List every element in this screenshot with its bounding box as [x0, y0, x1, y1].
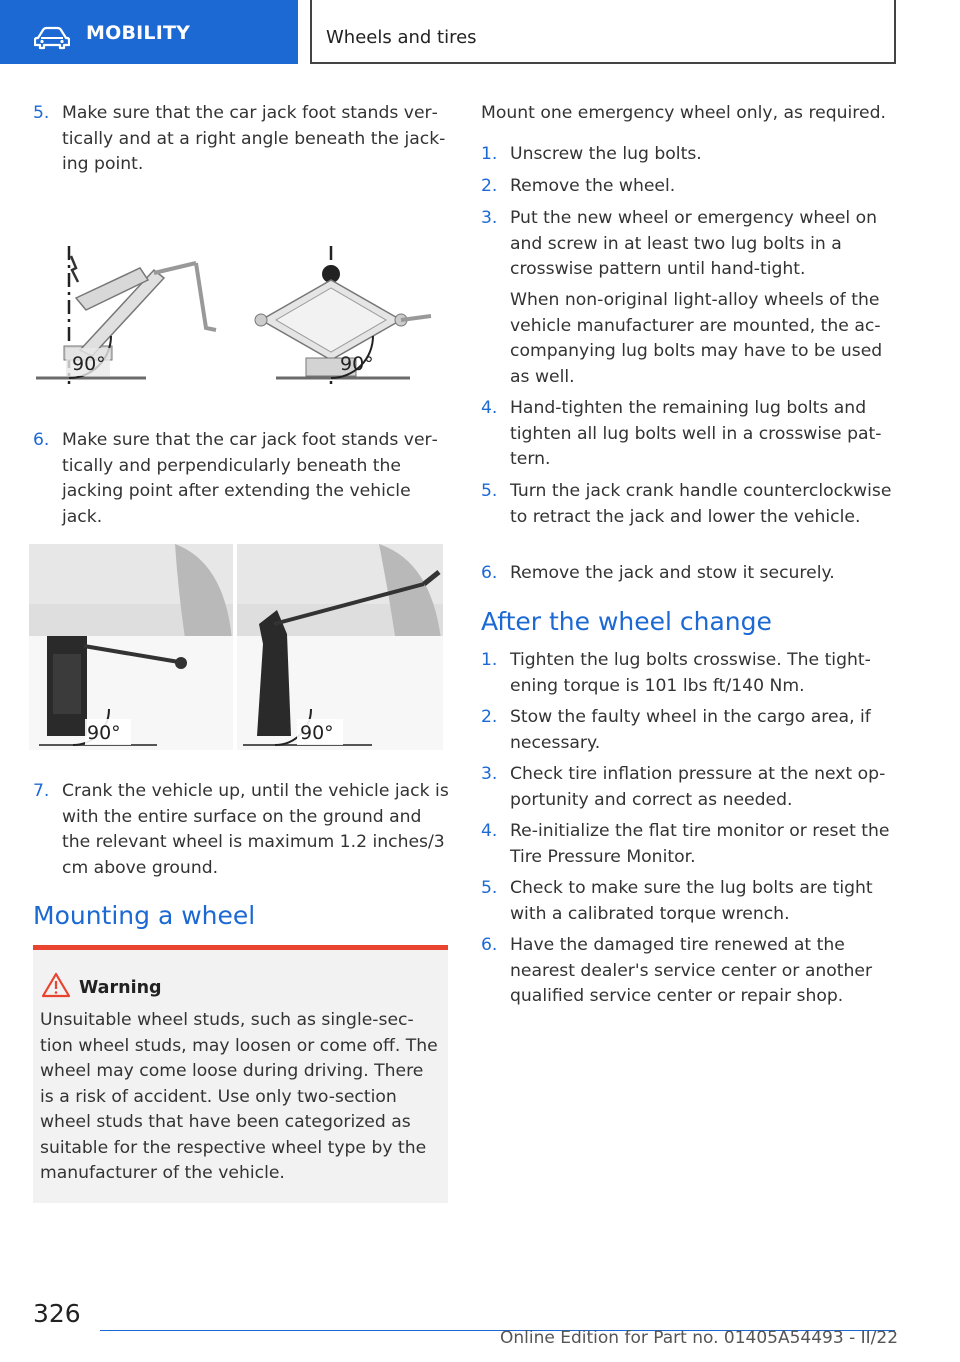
step-number: 5.	[481, 481, 498, 501]
step-text: Remove the wheel.	[510, 176, 676, 196]
step-text: Have the damaged tire renewed at the nearest dealer's service center or another qualified service center or repair shop.	[510, 935, 873, 1006]
header-section-tab	[0, 0, 298, 64]
step-text: Put the new wheel or emergency wheel on and screw in at least two lug bolts in a crosswise pattern until hand-tight.	[510, 208, 878, 279]
after-step-5	[481, 876, 901, 927]
step-number: 6.	[481, 935, 498, 955]
step-text: Re-initialize the flat tire monitor or reset the Tire Pressure Monitor.	[510, 821, 890, 867]
step-text: Stow the faulty wheel in the cargo area, if necessary.	[510, 707, 871, 753]
edition-note: Online Edition for Part no. 01405A54493 - II/22	[500, 1328, 899, 1348]
step-text: Check tire inflation pressure at the next opportunity and correct as needed.	[510, 764, 886, 810]
step-number: 2.	[481, 176, 498, 196]
remove-step-3	[481, 206, 901, 283]
warning-box	[33, 945, 448, 1203]
mounting-wheel-heading: Mounting a wheel	[33, 901, 256, 930]
step-text: Make sure that the car jack foot stands vertically and at a right angle beneath the jacking point.	[62, 103, 446, 174]
after-step-4	[481, 819, 901, 870]
step-number: 5.	[481, 878, 498, 898]
remove-step-3-note	[481, 288, 901, 390]
step-number: 3.	[481, 764, 498, 784]
jack-front-view	[255, 246, 431, 384]
step-7	[33, 779, 449, 881]
fig2-left-angle: 90°	[87, 722, 121, 744]
intro-text: Mount one emergency wheel only, as required.	[481, 103, 886, 123]
step-text: Hand-tighten the remaining lug bolts and tighten all lug bolts well in a crosswise pattern.	[510, 398, 882, 469]
step-number: 6.	[33, 430, 50, 450]
step-number: 6.	[481, 563, 498, 583]
step-6	[33, 428, 449, 530]
jack-photo-left	[29, 544, 233, 750]
step-text: Check to make sure the lug bolts are tight with a calibrated torque wrench.	[510, 878, 873, 924]
jack-under-vehicle-photos	[29, 544, 443, 750]
car-icon	[34, 26, 70, 50]
remove-step-6	[481, 561, 901, 587]
fig2-right-angle: 90°	[300, 722, 334, 744]
jack-photo-right	[237, 544, 443, 750]
step-number: 1.	[481, 650, 498, 670]
step-text: Turn the jack crank handle counterclockwise to retract the jack and lower the vehicle.	[510, 481, 892, 527]
after-step-1	[481, 648, 901, 699]
remove-step-5	[481, 479, 901, 530]
step-text: Make sure that the car jack foot stands vertically and perpendicularly beneath the jacking point after extending the vehicle jack.	[62, 430, 438, 527]
chapter-header	[310, 0, 896, 64]
step-number: 7.	[33, 781, 50, 801]
chapter-title: Wheels and tires	[326, 27, 477, 48]
fig1-left-angle: 90°	[72, 353, 106, 375]
step-5	[33, 101, 449, 178]
remove-step-1	[481, 142, 901, 168]
page-number: 326	[33, 1299, 81, 1328]
warning-triangle-icon	[41, 972, 71, 998]
fig1-right-angle: 90°	[340, 353, 374, 375]
section-label: MOBILITY	[86, 22, 191, 44]
after-step-2	[481, 705, 901, 756]
jack-side-view	[36, 246, 216, 384]
jack-angle-diagram	[36, 238, 448, 388]
step-number: 2.	[481, 707, 498, 727]
step-note: When non-original light-alloy wheels of the vehicle manufacturer are mounted, the accompanying lug bolts may have to be used as well.	[510, 290, 883, 387]
step-number: 1.	[481, 144, 498, 164]
after-wheel-change-heading: After the wheel change	[481, 607, 772, 636]
step-number: 5.	[33, 103, 50, 123]
step-text: Crank the vehicle up, until the vehicle jack is with the entire surface on the ground and the relevant wheel is maximum 1.2 inches/3 cm above ground.	[62, 781, 449, 878]
step-number: 4.	[481, 398, 498, 418]
step-number: 4.	[481, 821, 498, 841]
remove-step-2	[481, 174, 901, 200]
step-text: Tighten the lug bolts crosswise. The tightening torque is 101 lbs ft/140 Nm.	[510, 650, 871, 696]
after-step-3	[481, 762, 901, 813]
after-step-6	[481, 933, 901, 1010]
step-text: Remove the jack and stow it securely.	[510, 563, 835, 583]
remove-step-4	[481, 396, 901, 473]
warning-title: Warning	[79, 978, 162, 998]
step-number: 3.	[481, 208, 498, 228]
warning-text: Unsuitable wheel studs, such as single-section wheel studs, may loosen or come off. The wheel may come loose during driving. There is a risk of accident. Use only two-section wheel studs that have been categorized as suitable for the respective wheel type by the manufacturer of the vehicle.	[40, 1010, 438, 1183]
step-text: Unscrew the lug bolts.	[510, 144, 702, 164]
